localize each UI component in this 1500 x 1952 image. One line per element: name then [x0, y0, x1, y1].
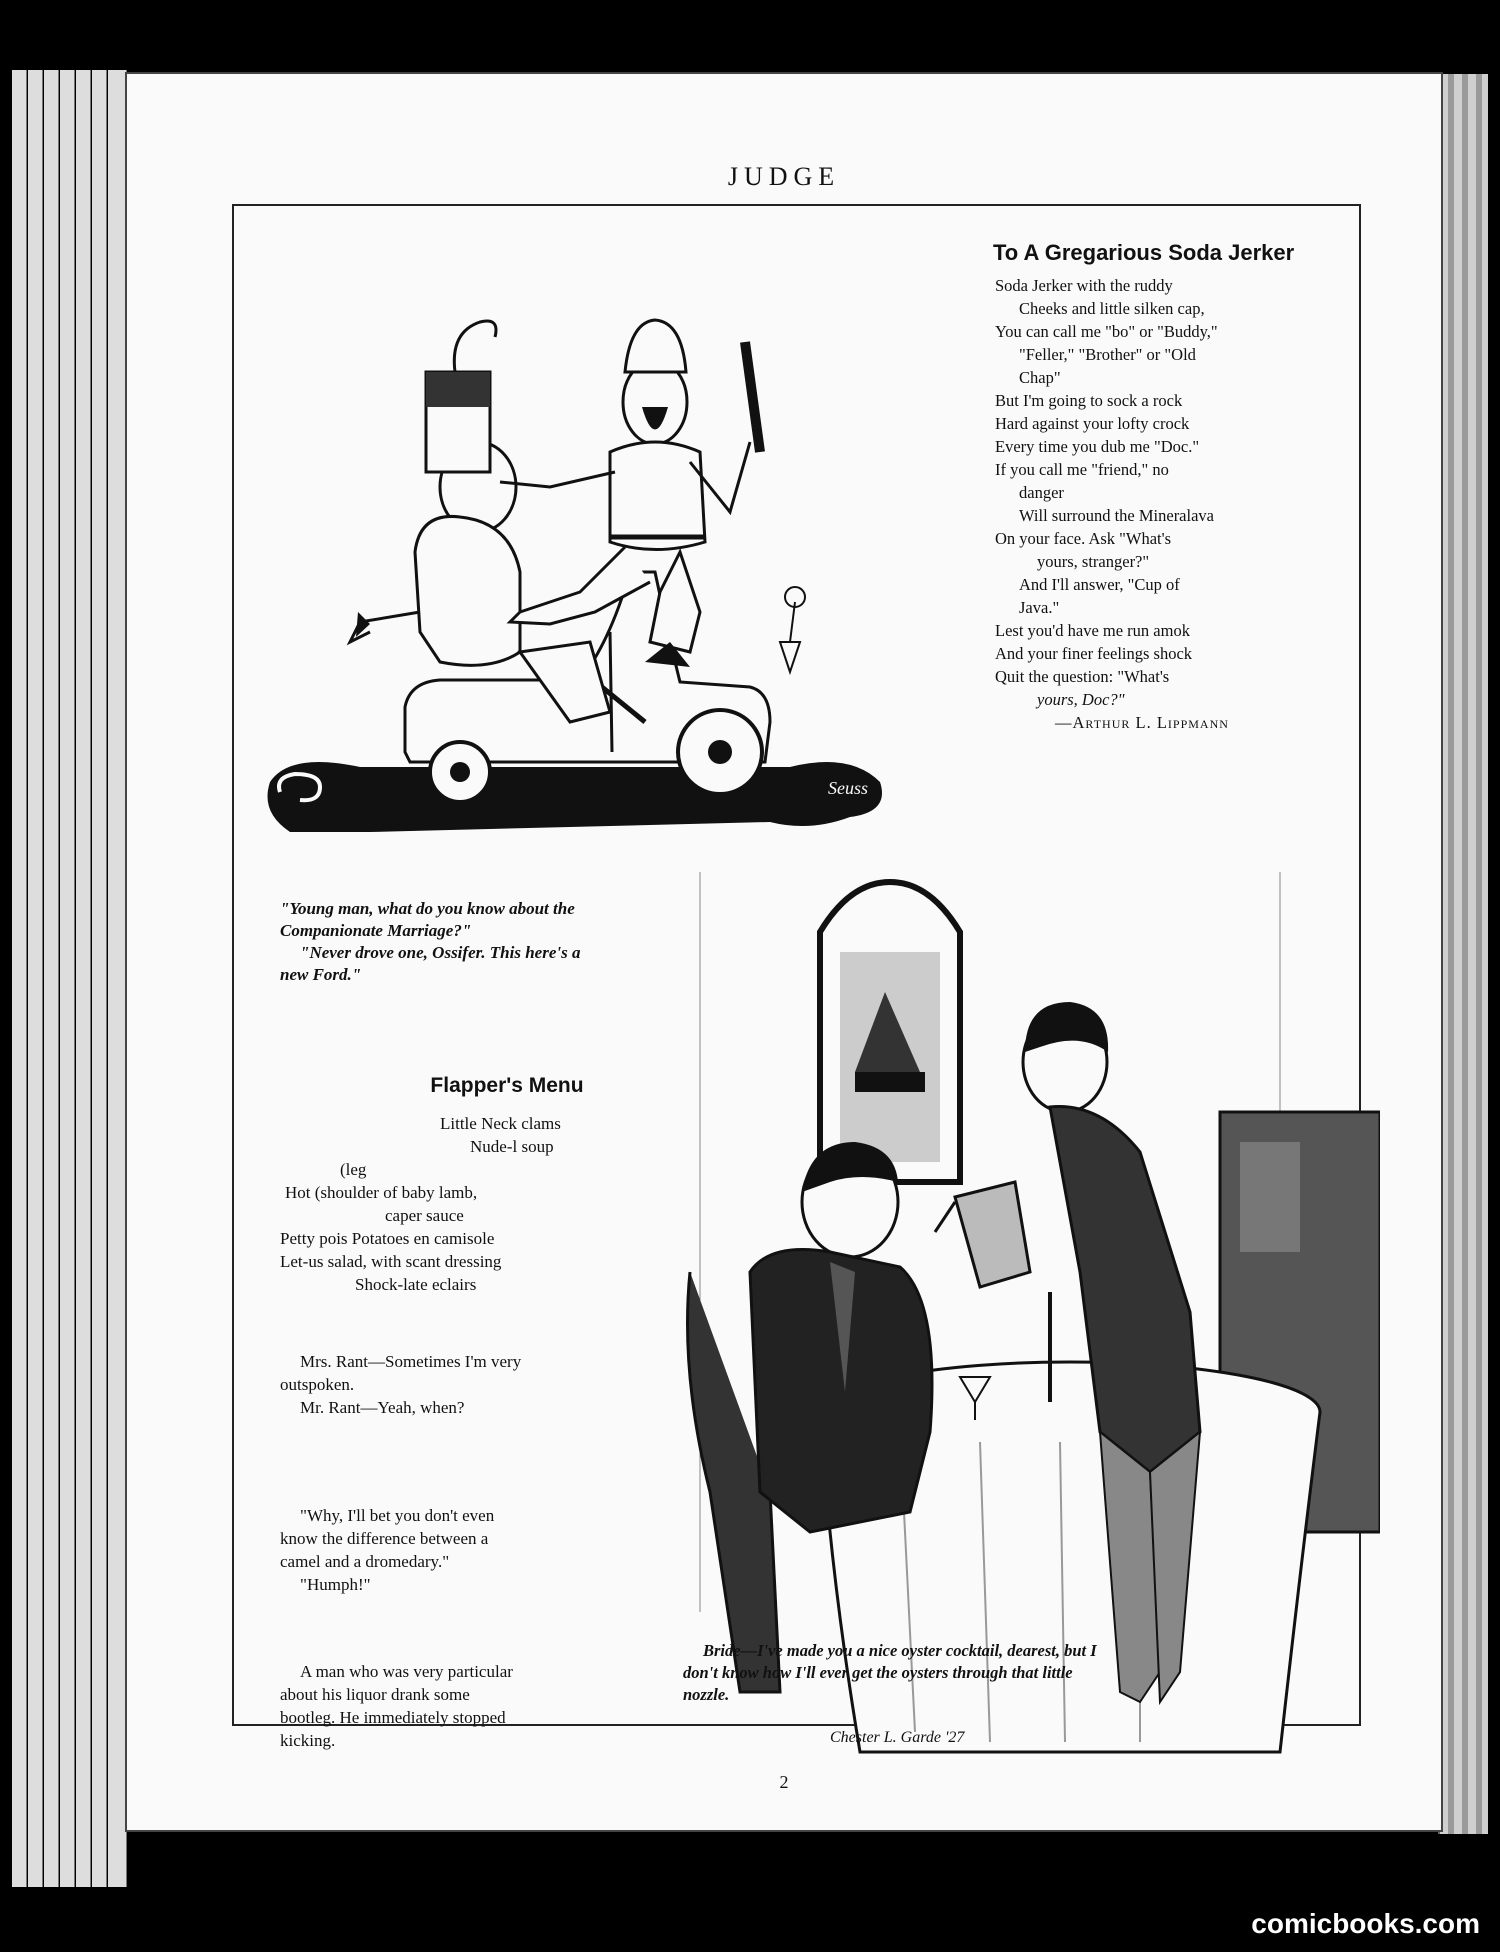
joke-rant — [280, 1350, 740, 1419]
magazine-header: JUDGE — [727, 162, 841, 191]
poem-line: Soda Jerker with the ruddy — [995, 276, 1173, 295]
poem-line: Cheeks and little silken cap, — [1019, 299, 1205, 318]
caption-line: don't know how I'll ever get the oysters through that little — [683, 1663, 1073, 1682]
menu-line: (leg — [340, 1160, 367, 1179]
caption-line: Bride—I've made you a nice oyster cocktail, dearest, but I — [703, 1641, 1097, 1660]
poem-line: Lest you'd have me run amok — [995, 621, 1190, 640]
caption-line: nozzle. — [683, 1685, 730, 1704]
right-page-edge — [1438, 74, 1488, 1834]
joke-line: kicking. — [280, 1731, 336, 1750]
joke-line: bootleg. He immediately stopped — [280, 1708, 506, 1727]
caption-line: new Ford." — [280, 965, 362, 984]
page-stack-edge — [12, 70, 27, 1887]
joke-line: Mr. Rant—Yeah, when? — [300, 1398, 465, 1417]
menu-line: Little Neck clams — [440, 1114, 561, 1133]
poem-line: And I'll answer, "Cup of — [1019, 575, 1180, 594]
cartoon2-caption — [683, 1640, 1323, 1706]
menu-list — [280, 1112, 740, 1296]
poem-line: Every time you dub me "Doc." — [995, 437, 1200, 456]
joke-line: about his liquor drank some — [280, 1685, 470, 1704]
page-stack-edge — [60, 70, 75, 1887]
poem-line: Hard against your lofty crock — [995, 414, 1190, 433]
menu-line: caper sauce — [385, 1206, 464, 1225]
page-stack-edge — [76, 70, 91, 1887]
poem-line: Quit the question: "What's — [995, 667, 1170, 686]
poem-author: —Arthur L. Lippmann — [1055, 713, 1229, 732]
joke-camel — [280, 1504, 740, 1596]
joke-line: outspoken. — [280, 1375, 355, 1394]
caption-line: "Never drove one, Ossifer. This here's a — [300, 943, 581, 962]
poem-line: But I'm going to sock a rock — [995, 391, 1183, 410]
poem-line: If you call me "friend," no — [995, 460, 1169, 479]
menu-title: Flapper's Menu — [430, 1074, 584, 1097]
poem-line: Chap" — [1019, 368, 1061, 387]
poem-body — [995, 274, 1355, 734]
menu-line: Nude-l soup — [470, 1137, 554, 1156]
menu-line: Hot (shoulder of baby lamb, — [285, 1183, 478, 1202]
magazine-page — [125, 72, 1443, 1832]
page-stack-edge — [44, 70, 59, 1887]
joke-line: know the difference between a — [280, 1529, 489, 1548]
joke-line: "Humph!" — [300, 1575, 371, 1594]
poem-line: yours, stranger?" — [1037, 552, 1150, 571]
poem-line: yours, Doc?" — [1037, 690, 1125, 709]
poem-line: Will surround the Mineralava — [1019, 506, 1214, 525]
seuss-cartoon-illustration — [250, 312, 890, 872]
menu-line: Petty pois Potatoes en camisole — [280, 1229, 495, 1248]
poem-line: Java." — [1019, 598, 1060, 617]
poem-title: To A Gregarious Soda Jerker — [993, 240, 1295, 265]
poem-line: You can call me "bo" or "Buddy," — [995, 322, 1218, 341]
poem-line: danger — [1019, 483, 1064, 502]
joke-line: A man who was very particular — [300, 1662, 513, 1681]
menu-line: Let-us salad, with scant dressing — [280, 1252, 502, 1271]
page-number: 2 — [779, 1772, 789, 1792]
seuss-signature: Seuss — [828, 778, 868, 798]
page-stack-edge — [28, 70, 43, 1887]
joke-line: "Why, I'll bet you don't even — [300, 1506, 495, 1525]
joke-line: Mrs. Rant—Sometimes I'm very — [300, 1352, 522, 1371]
garde-signature: Chester L. Garde '27 — [830, 1729, 965, 1746]
poem-line: On your face. Ask "What's — [995, 529, 1172, 548]
caption-line: "Young man, what do you know about the — [280, 899, 575, 918]
caption-line: Companionate Marriage?" — [280, 921, 472, 940]
watermark: comicbooks.com — [1251, 1908, 1480, 1939]
page-stack-edge — [92, 70, 107, 1887]
menu-line: Shock-late eclairs — [355, 1275, 477, 1294]
poem-line: And your finer feelings shock — [995, 644, 1193, 663]
joke-bootleg — [280, 1660, 740, 1752]
poem-line: "Feller," "Brother" or "Old — [1019, 345, 1196, 364]
joke-line: camel and a dromedary." — [280, 1552, 450, 1571]
